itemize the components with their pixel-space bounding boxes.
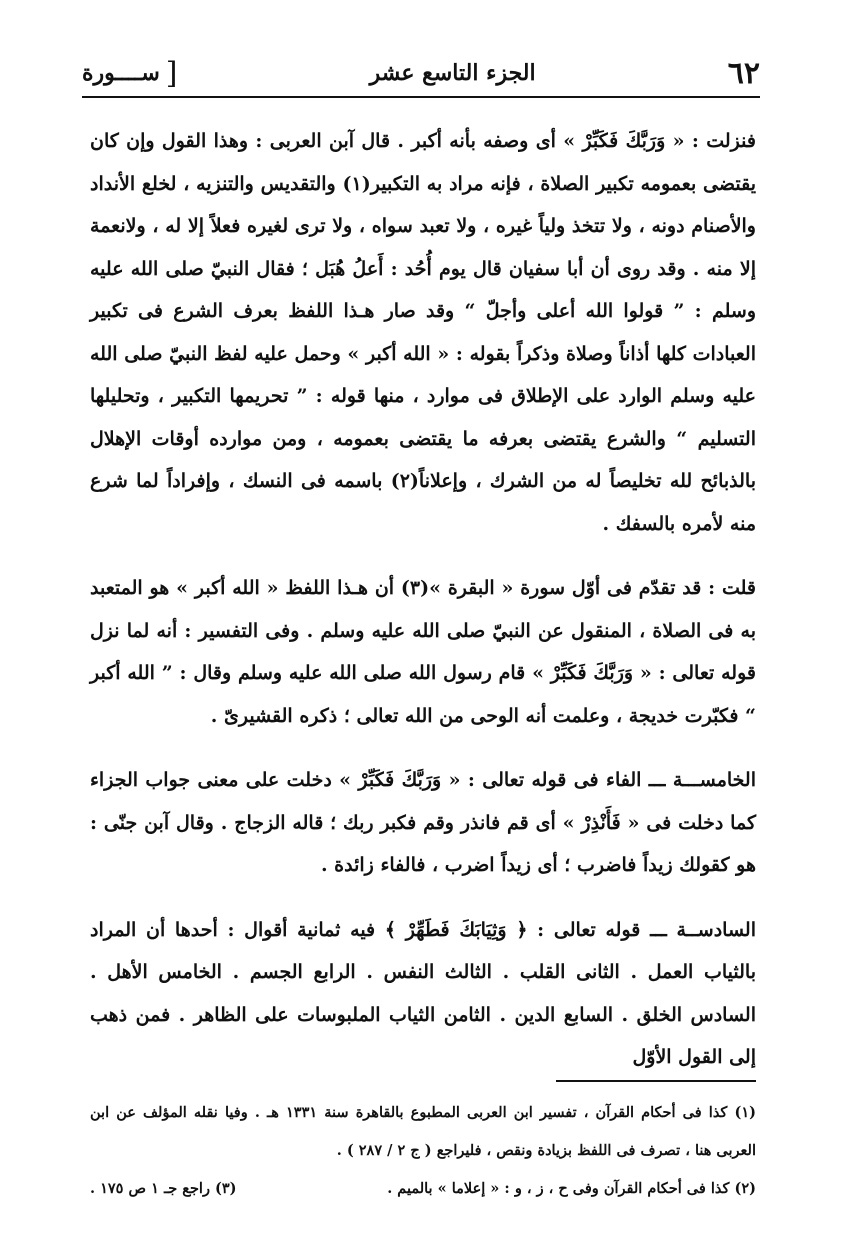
section-marker-label: ســــورة — [82, 60, 160, 86]
footnote-1: (١) كذا فى أحكام القرآن ، تفسير ابن العربى المطبوع بالقاهرة سنة ١٣٣١ هـ . وفيا نقله المؤلف عن ابن العربى هنا ، تصرف فى اللفظ بزيادة ونقص ، فليراجع ( ج ٢ / ٢٨٧ ) . — [90, 1104, 756, 1159]
main-text — [90, 120, 756, 1079]
section-marker — [82, 56, 177, 91]
page-number: ٦٢ — [727, 55, 760, 91]
paragraph: قلت : قد تقدّم فى أوّل سورة « البقرة »(٣) أن هـذا اللفظ « الله أكبر » هو المتعبد به فى الصلاة ، المنقول عن النبيّ صلى الله عليه وسلم . وفى التفسير : أنه لما نزل قوله تعالى : « وَرَبَّكَ فَكَبِّرْ » قام رسول الله صلى الله عليه وسلم وقال : ” الله أكبر “ فكبّرت خديجة ، وعلمت أنه الوحى من الله تعالى ؛ ذكره القشيرىّ . — [90, 577, 756, 727]
footnote-rule — [556, 1080, 756, 1082]
section-bracket: [ — [165, 55, 178, 91]
header-rule — [82, 96, 760, 98]
paragraph: السادســة ـــ قوله تعالى : ﴿ وَثِيَابَكَ فَطَهِّرْ ﴾ فيه ثمانية أقوال : أحدها أن المراد بالثياب العمل . الثانى القلب . الثالث النفس . الرابع الجسم . الخامس الأهل . السادس الخلق . السابع الدين . الثامن الثياب الملبوسات على الظاهر . فمن ذهب إلى القول الأوّل — [90, 918, 756, 1068]
running-title: الجزء التاسع عشر — [369, 60, 536, 86]
paragraph: الخامســـة ـــ الفاء فى قوله تعالى : « وَرَبَّكَ فَكَبِّرْ » دخلت على معنى جواب الجزاء كما دخلت فى « فَأَنْذِرْ » أى قم فانذر وقم فكبر ربك ؛ قاله الزجاج . وقال آبن جنّى : هو كقولك زيداً فاضرب ؛ أى زيداً اضرب ، فالفاء زائدة . — [90, 769, 757, 876]
page-header — [82, 52, 760, 94]
footnote-3: (٣) راجع جـ ١ ص ١٧٥ . — [90, 1180, 237, 1197]
footnotes — [90, 1094, 756, 1208]
footnote-row — [90, 1170, 756, 1208]
footnote-2: (٢) كذا فى أحكام القرآن وفى ح ، ز ، و : « إعلاما » بالميم . — [387, 1180, 756, 1197]
paragraph: فنزلت : « وَرَبَّكَ فَكَبِّرْ » أى وصفه بأنه أكبر . قال آبن العربى : وهذا القول وإن كان يقتضى بعمومه تكبير الصلاة ، فإنه مراد به التكبير(١) والتقديس والتنزيه ، لخلع الأنداد والأصنام دونه ، ولا تتخذ ولياً غيره ، ولا تعبد سواه ، ولا ترى لغيره فعلاً إلا له ، ولانعمة إلا منه . وقد روى أن أبا سفيان قال يوم أُحُد : أَعلُ هُبَل ؛ فقال النبيّ صلى الله عليه وسلم : ” قولوا الله أعلى وأجلّ “ وقد صار هـذا اللفظ بعرف الشرع فى تكبير العبادات كلها أذاناً وصلاة وذكراً بقوله : « الله أكبر » وحمل عليه لفظ النبيّ صلى الله عليه وسلم الوارد على الإطلاق فى موارد ، منها قوله : ” تحريمها التكبير ، وتحليلها التسليم “ والشرع يقتضى بعرفه ما يقتضى بعمومه ، ومن موارده أوقات الإهلال بالذبائح لله تخليصاً له من الشرك ، وإعلاناً(٢) باسمه فى النسك ، وإفراداً لما شرع منه لأمره بالسفك . — [90, 130, 757, 535]
